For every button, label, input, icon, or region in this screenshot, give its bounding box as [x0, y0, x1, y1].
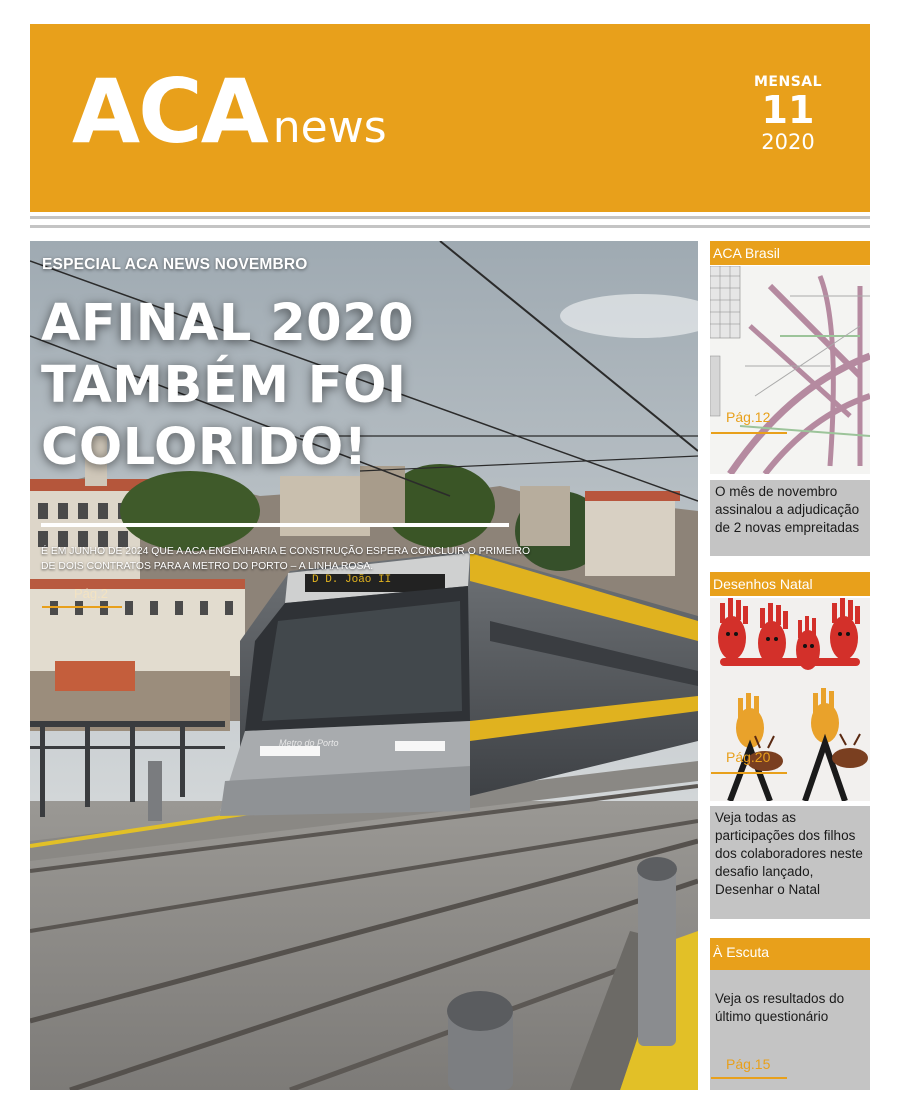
- cover-deck: É EM JUNHO DE 2024 QUE A ACA ENGENHARIA E CONSTRUÇÃO ESPERA CONCLUIR O PRIMEIRO DE DOIS CONTRATOS PARA A METRO DO PORTO – A LINHA ROSA.: [41, 546, 531, 572]
- brand-sub: news: [272, 102, 387, 153]
- masthead: [30, 24, 870, 212]
- cover-headline: [41, 293, 681, 479]
- escuta-page-rule: [711, 1077, 787, 1079]
- cover-page-ref[interactable]: Pág.2: [74, 586, 108, 601]
- escuta-text: Veja os resultados do último questionário: [715, 991, 845, 1024]
- headline-rule: [41, 523, 509, 527]
- natal-page-rule: [711, 772, 787, 774]
- brasil-page-rule: [711, 432, 787, 434]
- brand-logo: [72, 60, 387, 163]
- site-plan-graphic: [710, 266, 870, 474]
- escuta-page-ref[interactable]: Pág.15: [726, 1056, 771, 1072]
- headline-line: COLORIDO!: [41, 418, 368, 477]
- natal-drawings-image[interactable]: [710, 598, 870, 801]
- issue-number: 11: [761, 88, 815, 132]
- headline-line: AFINAL 2020: [41, 294, 415, 353]
- natal-page-ref[interactable]: Pág.20: [726, 749, 771, 765]
- cover-story[interactable]: [30, 241, 698, 1090]
- brasil-summary: O mês de novembro assinalou a adjudicação de 2 novas empreitadas: [710, 480, 870, 556]
- sidebar-title-brasil[interactable]: ACA Brasil: [710, 241, 870, 265]
- brand-main: ACA: [72, 60, 267, 163]
- tram-destination-sign: D D. João II: [312, 574, 392, 586]
- natal-summary: Veja todas as participações dos filhos dos colaboradores neste desafio lançado, Desenhar o Natal: [710, 806, 870, 919]
- issue-badge: [754, 74, 822, 154]
- cover-page-rule: [42, 606, 122, 608]
- sidebar-title-natal[interactable]: Desenhos Natal: [710, 572, 870, 596]
- tram-brand-text: Metro do Porto: [279, 738, 339, 748]
- divider-bottom: [30, 225, 870, 228]
- brasil-page-ref[interactable]: Pág.12: [726, 409, 771, 425]
- hand-drawings-graphic: [710, 598, 870, 801]
- cover-kicker: ESPECIAL ACA NEWS NOVEMBRO: [42, 256, 308, 273]
- brasil-map-image[interactable]: [710, 266, 870, 474]
- headline-line: TAMBÉM FOI: [41, 356, 407, 415]
- issue-year: 2020: [761, 130, 815, 154]
- issue-label: MENSAL: [754, 74, 823, 90]
- cover-text-overlay: [30, 241, 698, 1090]
- sidebar-title-escuta[interactable]: À Escuta: [710, 938, 870, 970]
- divider-top: [30, 216, 870, 219]
- escuta-summary: [710, 970, 870, 1090]
